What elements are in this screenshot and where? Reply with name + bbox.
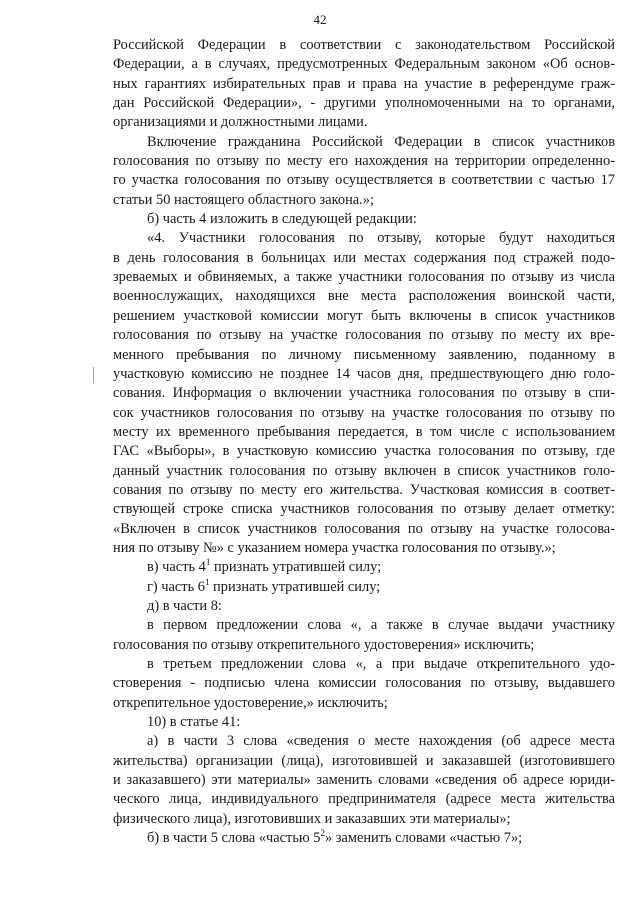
- text-line: [113, 829, 615, 848]
- text-run: в третьем предложении слова «, а при выдаче открепительного удо-: [147, 656, 615, 672]
- text-line: [113, 94, 615, 113]
- text-run: ческого лица, индивидуального предпринимателя (адресе места жительства: [113, 791, 615, 808]
- text-line: [113, 229, 615, 248]
- text-line: [113, 36, 615, 55]
- superscript: 2: [320, 829, 325, 839]
- text-run: в день голосования в больницах или местах содержания под стражей подо-: [113, 249, 615, 266]
- text-line: [113, 210, 615, 229]
- text-line: [113, 732, 615, 751]
- superscript: 1: [205, 558, 211, 568]
- text-line: [113, 404, 615, 423]
- text-run: признать утратившей силу;: [209, 578, 381, 595]
- text-run: б) в части 5 слова «частью 5: [147, 830, 321, 847]
- text-run: сок участников голосования по отзыву на участке голосования по отзыву по: [113, 404, 615, 421]
- text-line: [113, 346, 615, 365]
- text-line: [113, 384, 615, 403]
- text-line: [113, 423, 615, 442]
- text-line: [113, 55, 615, 74]
- text-run: ния по отзыву №» с указанием номера участка голосования по отзыву.»;: [113, 539, 556, 556]
- text-run: участковую комиссию не позднее 14 часов дня, предшествующего дню голо-: [113, 365, 615, 382]
- text-run: стоверения - подписью члена комиссии голосования по отзыву, выдавшего: [113, 675, 615, 692]
- text-run: голосования по отзыву по месту его нахождения на территории определенно-: [113, 153, 615, 170]
- text-run: Включение гражданина Российской Федерации в список участников: [147, 133, 615, 150]
- text-run: зреваемых и обвиняемых, а также участники голосования по отзыву из числа: [113, 269, 615, 286]
- text-run: признать утратившей силу;: [210, 559, 382, 576]
- text-line: [113, 500, 615, 519]
- text-run: г) часть 6: [147, 578, 205, 595]
- text-run: ГАС «Выборы», в участковую комиссию участка голосования по отзыву, где: [113, 443, 615, 460]
- text-line: [113, 442, 615, 461]
- text-run: го участка голосования по отзыву осуществляется в соответствии с частью 17: [113, 172, 615, 189]
- text-run: решением участковой комиссии могут быть включены в список участников: [113, 307, 615, 324]
- text-run: физического лица), изготовивших и заказавших эти материалы»;: [113, 810, 511, 827]
- text-line: [113, 133, 615, 152]
- text-line: [113, 152, 615, 171]
- text-line: [113, 771, 615, 790]
- page-number: 42: [313, 12, 327, 27]
- text-run: менного пребывания по личному письменному заявлению, поданному в: [113, 346, 615, 363]
- text-run: организациями и должностными лицами.: [113, 114, 368, 131]
- text-run: ных гарантиях избирательных прав и права на участие в референдуме граж-: [113, 75, 615, 92]
- text-line: [113, 597, 615, 616]
- text-run: открепительное удостоверение,» исключить;: [113, 694, 388, 711]
- text-run: «Включен в список участников голосования по отзыву на участке голосова-: [113, 520, 615, 537]
- text-run: «4. Участники голосования по отзыву, которые будут находиться: [147, 230, 615, 247]
- text-run: Федерации, а в случаях, предусмотренных Федеральным законом «Об основ-: [113, 56, 615, 73]
- text-run: в первом предложении слова «, а также в случае выдачи участнику: [147, 617, 615, 634]
- text-line: [113, 307, 615, 326]
- text-line: [113, 462, 615, 481]
- text-line: [113, 636, 615, 655]
- text-run: д) в части 8:: [147, 597, 222, 614]
- text-run: Российской Федерации в соответствии с законодательством Российской: [113, 37, 615, 53]
- text-run: данный участник голосования по отзыву включен в список участников голо-: [113, 462, 615, 479]
- text-run: в) часть 4: [147, 559, 206, 576]
- text-line: [113, 558, 615, 577]
- text-run: а) в части 3 слова «сведения о месте нахождения (об адресе места: [147, 733, 615, 750]
- text-line: [113, 674, 615, 693]
- text-run: б) часть 4 изложить в следующей редакции:: [147, 211, 417, 228]
- text-line: [113, 578, 615, 597]
- text-line: [113, 520, 615, 539]
- text-run: голосования по отзыву на участке голосования по отзыву по месту их вре-: [113, 327, 615, 344]
- text-line: [113, 713, 615, 732]
- text-line: [113, 752, 615, 771]
- text-line: [113, 790, 615, 809]
- text-run: и заказавшего) эти материалы» заменить словами «сведения об адресе юриди-: [113, 772, 615, 789]
- text-run: военнослужащих, находящихся вне места расположения воинской части,: [113, 288, 615, 305]
- text-run: статьи 50 настоящего областного закона.»;: [113, 191, 374, 208]
- text-run: ствующей строке списка участников голосования по отзыву делает отметку:: [113, 501, 615, 518]
- text-line: [113, 616, 615, 635]
- text-line: [113, 539, 615, 558]
- text-line: [113, 481, 615, 500]
- text-run: » заменить словами «частью 7»;: [324, 830, 523, 847]
- text-line: [113, 75, 615, 94]
- text-line: [113, 287, 615, 306]
- document-body: [113, 36, 615, 848]
- text-line: [113, 249, 615, 268]
- text-run: месту их временного пребывания передается, в том числе с использованием: [113, 423, 615, 440]
- text-run: дан Российской Федерации», - другими уполномоченными на то органами,: [113, 95, 615, 112]
- text-line: [113, 694, 615, 713]
- text-line: [113, 655, 615, 674]
- margin-mark: [93, 367, 94, 383]
- text-run: голосования по отзыву открепительного удостоверения» исключить;: [113, 636, 535, 653]
- text-line: [113, 810, 615, 829]
- text-run: 10) в статье 41:: [147, 714, 241, 731]
- text-run: жительства) организации (лица), изготовившей и заказавшей (изготовившего: [113, 752, 615, 769]
- text-line: [113, 326, 615, 345]
- text-line: [113, 171, 615, 190]
- text-line: [113, 268, 615, 287]
- text-line: [113, 365, 615, 384]
- superscript: 1: [204, 577, 210, 587]
- text-line: [113, 113, 615, 132]
- text-run: сования. Информация о включении участника голосования по отзыву в спи-: [113, 385, 615, 402]
- text-line: [113, 191, 615, 210]
- text-run: сования по отзыву по месту его жительства. Участковая комиссия в соответ-: [113, 481, 615, 498]
